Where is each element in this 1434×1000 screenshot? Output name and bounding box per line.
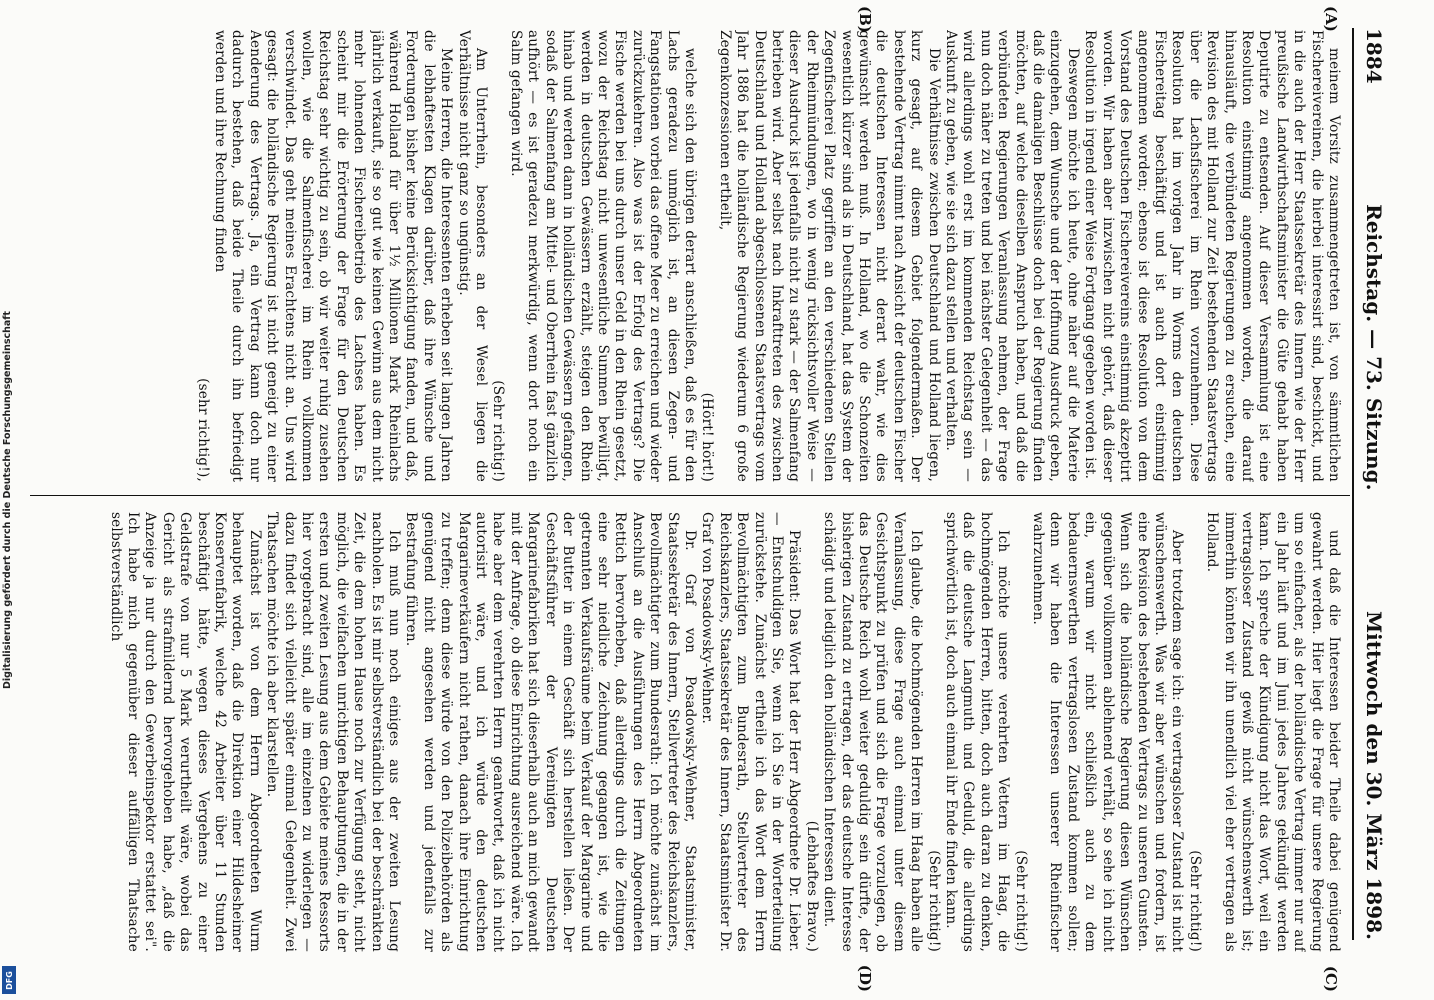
- paragraph: Aber trotzdem sage ich: ein vertragsloser Zustand ist nicht wünschenswerth. Was wir aber wünschen und fordern, ist eine Revision des bestehenden Vertrags zu unseren Gunsten. Wenn sich die holländische Regierung diesen Wünschen gegenüber vollkommen ablehnend verhält, so sehe ich nicht ein, warum wir nicht schließlich auch zu dem bedauernswerthen vertragslosen Zustand kommen sollen; denn wir haben die Interessen unserer Rheinfischer wahrzunehmen.: [1030, 512, 1186, 952]
- paragraph: welche sich den übrigen derart anschließen, daß es für den Lachs geradezu unmöglich ist, an diesen Zegen- und Fangstationen vorbei das offene Meer zu erreichen und wieder zurückzukehren. Also was ist der Erfolg des Vertrags? Die Fische werden bei uns durch unser Geld in den Rhein gesetzt, wozu der Reichstag nicht unwesentliche Summen bewilligt, werden in deutschen Gewässern erzählt, steigen den Rhein hinab und werden dann in holländischen Gewässern gefangen, sodaß der Salmenfang am Mittel- und Oberrhein fast gänzlich aufhört — es ist geradezu merkwürdig, wenn dort noch ein Salm gefangen wird.: [507, 30, 698, 482]
- paragraph: Deswegen möchte ich heute, ohne näher auf die Materie einzugehen, dem Wunsche und der Hoffnung Ausdruck geben, daß die damaligen Beschlüsse doch bei der Regierung finden möchten, auf welche dieselben Anspruch haben, und daß die verbündeten Regierungen Veranlassung nehmen, der Frage nun doch näher zu treten und bei nächster Gelegenheit — das wird allerdings wohl erst im kommenden Reichstag sein — Auskunft zu geben, wie sie sich dazu stellen und verhalten.: [943, 30, 1081, 482]
- margin-marker-a: (A): [1322, 6, 1340, 32]
- interjection: (sehr richtig!),: [194, 378, 211, 482]
- dfg-logo: [2, 966, 16, 994]
- digitization-credit: [0, 0, 18, 1000]
- paragraph: Präsident: Das Wort hat der Herr Abgeordnete Dr. Lieber. — Entschuldigen Sie, wenn ich Sie in der Worterteilung zurückstehe. Zunächst ertheile ich das Wort dem Herrn Bevollmächtigten zum Bundesrath, Stellvertreter des Reichskanzlers, Staatssekretär des Innern, Staatsminister Dr. Graf von Posadowsky-Wehner.: [699, 512, 803, 952]
- paragraph: meinem Vorsitz zusammengetreten ist, von sämmtlichen Fischereivereinen, die hierbei interessirt sind, beschickt, und in die auch der Herr Staatssekretär des Innern wie der Herr preußische Landwirthschaftsminister die Güte gehabt haben Deputirte zu entsenden. Auf dieser Versammlung ist eine Resolution einstimmig angenommen worden, die darauf hinausläuft, die verbündeten Regierungen zu ersuchen, eine Revision des mit Holland zur Zeit bestehenden Staatsvertrags über die Lachsfischerei im Rhein vorzunehmen. Diese Resolution hat im vorigen Jahr in Worms den deutschen Fischereitag beschäftigt und ist auch dort einstimmig angenommen worden; ebenso ist diese Resolution von dem Vorstand des Deutschen Fischereivereins einstimmig akzeptirt worden. Wir haben aber inzwischen nicht gehört, daß dieser Resolution in irgend einer Weise Fortgang gegeben worden ist.: [1082, 30, 1342, 482]
- paragraph: Ich glaube, die hochmögenden Herren im Haag haben alle Veranlassung, diese Frage auch einmal unter diesem Gesichtspunkt zu prüfen und sich die Frage vorzulegen, ob das Deutsche Reich wohl weiter geduldig sein dürfte, der bisherigen Zustand zu ertragen, der das deutsche Interesse schädigt und lediglich den holländischen Interessen dient.: [821, 512, 925, 952]
- interjection: (Sehr richtig!): [1186, 850, 1203, 952]
- interjection: (Sehr richtig!): [490, 380, 507, 482]
- page-header: [1360, 28, 1388, 940]
- paragraph: und daß die Interessen beider Theile dabei genügend gewahrt werden. Hier liegt die Frage für unsere Regierung um so einfacher, als der holländische Vertrag immer nur auf ein Jahr läuft und im Juni jedes Jahres gekündigt werden kann. Ich spreche der Kündigung nicht das Wort, weil ein vertragsloser Zustand gewiß nicht wünschenswerth ist; immerhin könnten wir ihn unendlich viel eher vertragen als Holland.: [1204, 512, 1342, 952]
- interjection: (Sehr richtig!): [925, 850, 942, 952]
- paragraph: Ich muß nun noch einiges aus der zweiten Lesung nachholen. Es ist mir selbstverständlich bei der beschränkten Zeit, die dem hohen Hause noch zur Verfügung steht, nicht möglich, die vielfachen unrichtigen Behauptungen, die in der ersten und zweiten Lesung aus dem Gebiete meines Ressorts hier vorgebracht sind, alle im einzelnen zu widerlegen — dazu findet sich vielleicht später einmal Gelegenheit. Zwei Thatsachen möchte ich aber klarstellen.: [264, 512, 403, 952]
- margin-marker-c: (C): [1322, 965, 1340, 992]
- paragraph: Die Verhältnisse zwischen Deutschland und Holland liegen, kurz gesagt, auf diesem Gebiet folgendermaßen. Der bestehende Vertrag nimmt nach Ansicht der deutschen Fischer die deutschen Interessen nicht derart wahr, wie dies gewünscht werden muß. In Holland, wo die Schonzeiten wesentlich kürzer sind als in Deutschland, hat das System der Zegenfischerei Platz gegriffen an den verschiedenen Stellen der Rheinmündungen, wo in wenig rücksichtsvoller Weise — dieser Ausdruck ist jedenfalls nicht zu stark — der Salmenfang betrieben wird. Aber selbst nach Inkrafttreten des zwischen Deutschland und Holland abgeschlossenen Staatsvertrags vom Jahr 1886 hat die holländische Regierung wiederum 6 große Zegenkonzessionen ertheilt,: [716, 30, 942, 482]
- margin-marker-b: (B): [856, 6, 874, 33]
- margin-marker-d: (D): [856, 964, 874, 992]
- dfg-logo-text: DFG: [4, 970, 14, 990]
- interjection: (Sehr richtig!): [1012, 850, 1029, 952]
- header-rule: [1352, 28, 1354, 940]
- left-column: [40, 30, 1342, 482]
- credit-text: Digitalisierung gefördert durch die Deutsche Forschungsgemeinschaft: [2, 311, 13, 689]
- right-column: [40, 512, 1342, 952]
- paragraph: Meine Herren, die Interessenten erheben seit langen Jahren die lebhaftesten Klagen darüber, daß ihre Wünsche und Forderungen bisher keine Berücksichtigung fanden, und daß, während Holland für über 1½ Millionen Mark Rheinlachs jährlich verkauft, sie so gut wie keinen Gewinn aus dem nicht mehr lohnenden Fischereibetrieb des Lachses haben. Es scheint mir die Erörterung der Frage für den Deutschen Reichstag sehr wichtig zu sein, ob wir weiter ruhig zusehen wollen, wie die Salmenfischerei im Rhein vollkommen verschwindet. Das geht meines Erachtens nicht an. Uns wird gesagt: die holländische Regierung ist nicht geneigt zu einer Aenderung des Vertrags. Ja, ein Vertrag kann doch nur dadurch bestehen, daß beide Theile durch ihn befriedigt werden und ihre Rechnung finden: [212, 30, 455, 482]
- interjection: (Hört! hört!): [699, 392, 716, 482]
- paragraph: Zunächst ist von dem Herrn Abgeordneten Wurm behauptet worden, daß die Direktion einer Hildesheimer Konservenfabrik, welche 42 Arbeiter über 11 Stunden beschäftigt hätte, wegen dieses Vergehens zu einer Geldstrafe von nur 5 Mark verurtheilt wäre, wobei das Gericht als strafmildernd hervorgehoben habe, „daß die Anzeige ja nur durch den Gewerbeinspektor erstattet sei". Ich habe mich gegenüber dieser auffälligen Thatsache selbstverständlich: [107, 512, 263, 952]
- page-number: 1884: [1362, 28, 1386, 84]
- page-date: Mittwoch den 30. März 1898.: [1362, 610, 1386, 940]
- paragraph: Ich möchte unsere verehrten Vettern im Haag, die hochmögenden Herren, bitten, doch auch daran zu denken, daß die deutsche Langmuth und Geduld, die allerdings sprichwörtlich ist, doch auch einmal ihr Ende finden kann.: [943, 512, 1012, 952]
- interjection: (Lebhaftes Bravo.): [803, 820, 820, 952]
- column-divider: [30, 495, 1350, 496]
- page-title: Reichstag. — 73. Sitzung.: [1362, 204, 1386, 491]
- paragraph: Dr. Graf von Posadowsky-Wehner, Staatsminister, Staatssekretär des Innern, Stellvertreter des Reichskanzlers, Bevollmächtigter zum Bundesrath: Ich möchte zunächst im Anschluß an die Ausführungen des Herrn Abgeordneten Rettich hervorheben, daß allerdings durch die Zeitungen eine sehr niedliche Zeichnung gegangen ist, wie die getrennten Verkaufsräume beim Verkauf der Margarine und der Butter in einem Geschäft sich herstellen ließen. Der Geschäftsführer der Vereinigten Deutschen Margarinefabriken hat sich dieserhalb auch an mich gewandt mit der Anfrage, ob diese Einrichtung ausreichend wäre. Ich habe aber dem verehrten Herrn geantwortet, daß ich nicht autorisirt wäre, und ich würde den deutschen Margarineverkäufern nicht rathen, danach ihre Einrichtung zu treffen; denn diese würde von den Polizeibehörden als genügend nicht angesehen werden und jedenfalls zur Bestrafung führen.: [403, 512, 698, 952]
- paragraph: Am Unterrhein, besonders an der Wesel liegen die Verhältnisse nicht ganz so ungünstig.: [455, 30, 490, 482]
